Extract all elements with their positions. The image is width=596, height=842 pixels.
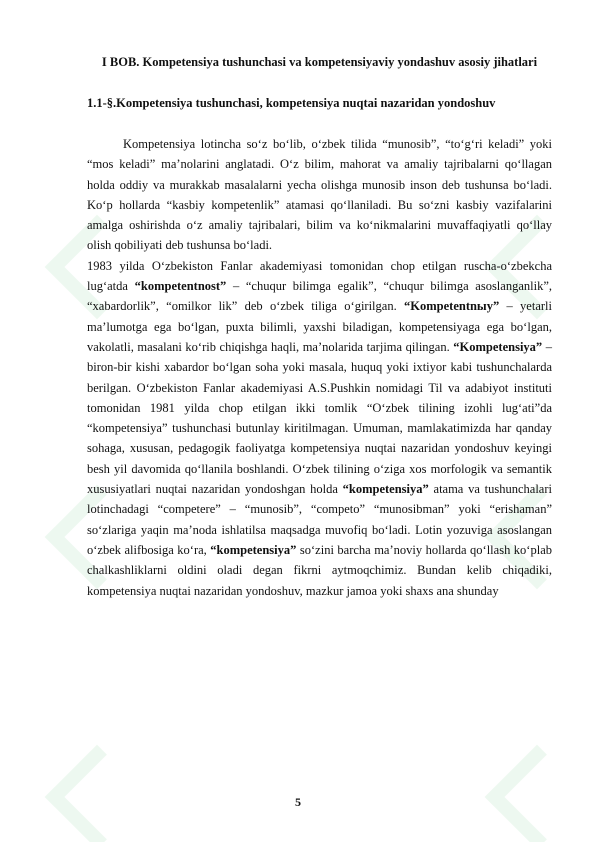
bold-term: “Kompetentnыy” [404, 299, 500, 314]
bold-term: “kompetentnost” [134, 279, 227, 294]
page-number: 5 [295, 795, 301, 809]
text-run: 1983 yilda O‘zbekiston Fanlar akademiyasi tomonidan chop etilgan ruscha-o‘zbekcha lug‘atda [87, 258, 552, 294]
paragraph-2 [87, 256, 552, 601]
bold-term: “kompetensiya” [210, 542, 297, 557]
watermark-chevron [45, 745, 150, 842]
text-run: so‘zini barcha ma’noviy hollarda qo‘llash ko‘plab chalkashliklarni oldini oladi degan fikrni aytmoqchimiz. Bundan kelib chiqadiki, kompetensiya nuqtai nazaridan yondoshuv, mazkur jamoa yoki shaxs ana shunday [87, 542, 552, 598]
text-run: – yetarli ma’lumotga ega bo‘lgan, puxta bilimli, yaxshi biladigan, kompetensiyaga ega bo‘lgan, vakolatli, masalani ko‘rib chiqishga haqli, ma’nolarida tarjima qilingan. [87, 299, 552, 354]
bold-term: “kompetensiya” [342, 482, 429, 497]
chapter-title: I BOB. Kompetensiya tushunchasi va kompetensiyaviy yondashuv asosiy jihatlari [101, 55, 538, 69]
text-run: – “chuqur bilimga egalik”, “chuqur bilimga asoslanganlik”, “xabardorlik”, “omilkor lik” deb o‘zbek tiliga o‘girilgan. [87, 279, 552, 314]
bold-term: “Kompetensiya” [453, 339, 543, 354]
paragraph-1: Kompetensiya lotincha so‘z bo‘lib, o‘zbek tilida “munosib”, “to‘g‘ri keladi” yoki “mos keladi” ma’nolarini anglatadi. O‘z bilim, mahorat va amaliy tajribalarni qo‘llagan holda oddiy va murakkab masalalarni yecha olishga munosib inson deb tushunsa bo‘ladi. Ko‘p hollarda “kasbiy kompetenlik” atamasi qo‘llaniladi. Bu so‘zni kasbiy vazifalarini amalga oshirishda o‘z amaliy tajribalari, bilim va ko‘nikmalarini muvaffaqiyatli qo‘llay olish qobiliyati deb tushunsa bo‘ladi. [87, 137, 552, 253]
text-run: atama va tushunchalari lotinchadagi “competere” – “munosib”, “competo” “munosibman” yoki “erishaman” so‘zlariga yaqin ma’noda ishlatilsa maqsadga muvofiq bo‘ladi. Lotin yozuviga asoslangan o‘zbek alifbosiga ko‘ra, [87, 482, 552, 557]
section-title: 1.1-§.Kompetensiya tushunchasi, kompetensiya nuqtai nazaridan yondoshuv [87, 96, 496, 110]
watermark-chevron [485, 745, 590, 842]
document-page [87, 52, 552, 601]
text-run: – biron-bir kishi xabardor bo‘lgan soha yoki masala, huquq yoki ixtiyor kabi tushunchalarda berilgan. O‘zbekiston Fanlar akademiyasi A.S.Pushkin nomidagi Til va adabiyot instituti tomonidan 1981 yilda chop etilgan ikki tomlik “O‘zbek tilining izohli lug‘ati”da “kompetensiya” tushunchasi butunlay kiritilmagan. Umuman, mamlakatimizda har qanday sohaga, xususan, pedagogik faoliyatga kompetensiya nuqtai nazaridan yondoshuv keyingi besh yil davomida qo‘llanila boshlandi. O‘zbek tilining o‘ziga xos morfologik va semantik xususiyatlari nuqtai nazaridan yondoshgan holda [87, 339, 553, 497]
